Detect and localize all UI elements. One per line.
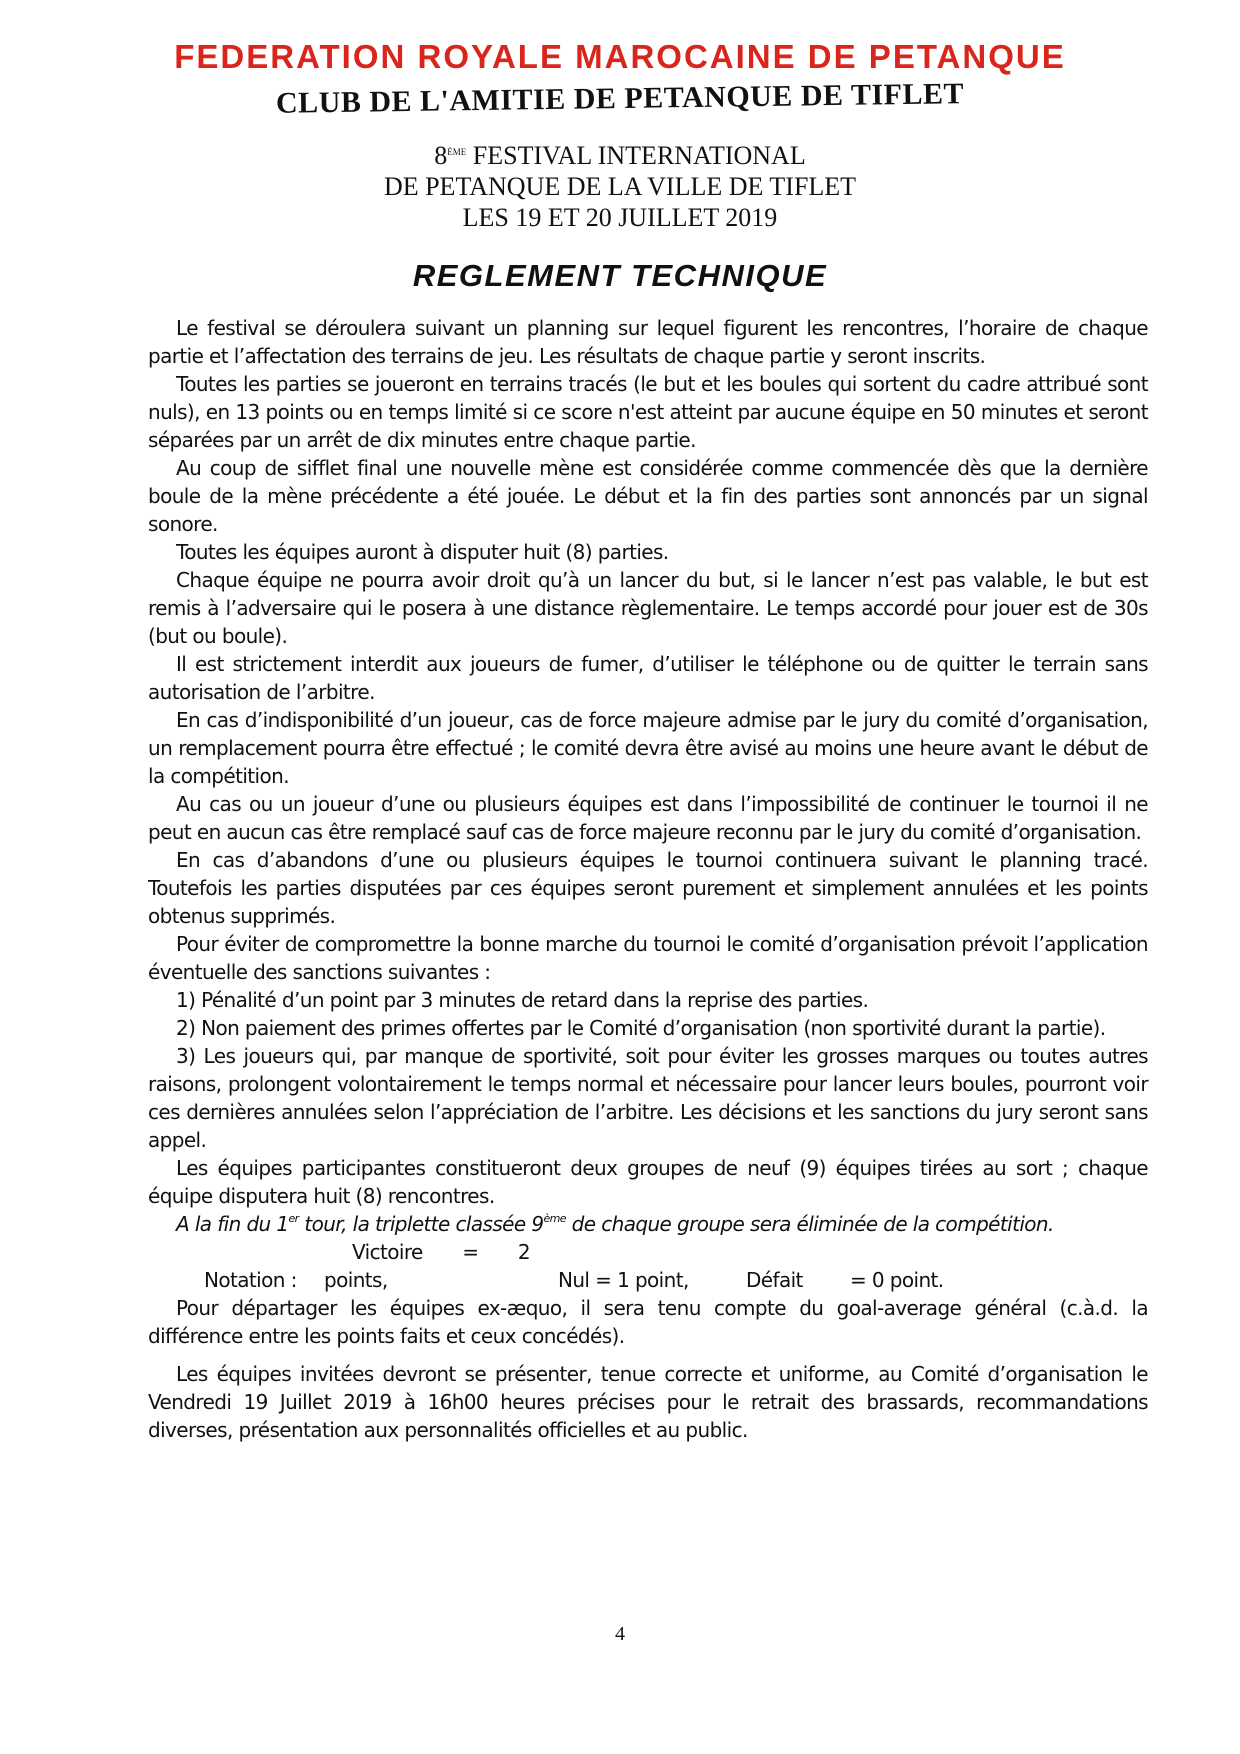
notation-defait-label: Défait bbox=[746, 1268, 803, 1292]
paragraph-groupes: Les équipes participantes constitueront deux groupes de neuf (9) équipes tirées au sort ; chaque équipe disputera huit (8) rencontres. bbox=[148, 1156, 1148, 1208]
paragraph-abandons: En cas d’abandons d’une ou plusieurs équipes le tournoi continuera suivant le planning tracé. Toutefois les parties disputées par ces équipes seront purement et simplement annulées et les points obtenus supprimés. bbox=[148, 848, 1148, 928]
paragraph-convocation: Les équipes invitées devront se présenter, tenue correcte et uniforme, au Comité d’organisation le Vendredi 19 Juillet 2019 à 16h00 heures précises pour le retrait des brassards, recommandations diverses, présentation aux personnalités officielles et au public. bbox=[148, 1362, 1148, 1442]
paragraph-interdiction: Il est strictement interdit aux joueurs de fumer, d’utiliser le téléphone ou de quitter le terrain sans autorisation de l’arbitre. bbox=[148, 652, 1148, 704]
festival-line-3: LES 19 ET 20 JUILLET 2019 bbox=[462, 203, 778, 232]
regulation-body bbox=[148, 314, 1148, 1444]
paragraph-sanctions-intro: Pour éviter de compromettre la bonne marche du tournoi le comité d’organisation prévoit l’application éventuelle des sanctions suivantes : bbox=[148, 932, 1148, 984]
paragraph-notation bbox=[148, 1238, 1148, 1294]
elimination-sup-2: ème bbox=[543, 1212, 566, 1225]
paragraph-elimination bbox=[148, 1210, 1148, 1238]
sanction-item-2: 2) Non paiement des primes offertes par le Comité d’organisation (non sportivité durant la partie). bbox=[176, 1016, 1106, 1040]
festival-heading bbox=[0, 140, 1240, 233]
festival-line-2: DE PETANQUE DE LA VILLE DE TIFLET bbox=[383, 172, 857, 201]
festival-line-1-text: FESTIVAL INTERNATIONAL bbox=[466, 141, 806, 170]
paragraph-parties: Toutes les équipes auront à disputer huit (8) parties. bbox=[176, 540, 669, 564]
paragraph-lancer: Chaque équipe ne pourra avoir droit qu’à un lancer du but, si le lancer n’est pas valable, le but est remis à l’adversaire qui le posera à une distance règlementaire. Le temps accordé pour jouer est de 30s (but ou boule). bbox=[148, 568, 1148, 648]
notation-label: Notation : bbox=[204, 1268, 297, 1292]
club-title: CLUB DE L'AMITIE DE PETANQUE DE TIFLET bbox=[275, 77, 965, 120]
notation-defait-value: = 0 point. bbox=[850, 1268, 944, 1292]
paragraph-remplacement: En cas d’indisponibilité d’un joueur, cas de force majeure admise par le jury du comité d’organisation, un remplacement pourra être effectué ; le comité devra être avisé au moins une heure avant le début de la compétition. bbox=[148, 708, 1148, 788]
festival-line-1 bbox=[0, 140, 1240, 171]
notation-victoire: Victoire = 2 points, bbox=[324, 1240, 530, 1292]
edition-number: 8 bbox=[434, 141, 448, 170]
sanction-item-3: 3) Les joueurs qui, par manque de sportivité, soit pour éviter les grosses marques ou toutes autres raisons, prolongent volontairement le temps normal et nécessaire pour lancer leurs boules, pourront voir ces dernières annulées selon l’appréciation de l’arbitre. Les décisions et les sanctions du jury seront sans appel. bbox=[148, 1044, 1148, 1152]
paragraph-planning: Le festival se déroulera suivant un planning sur lequel figurent les rencontres, l’horaire de chaque partie et l’affectation des terrains de jeu. Les résultats de chaque partie y seront inscrits. bbox=[148, 316, 1148, 368]
federation-title: FEDERATION ROYALE MAROCAINE DE PETANQUE bbox=[174, 38, 1066, 75]
edition-suffix: ème bbox=[447, 143, 467, 158]
elimination-text-a: A la fin du 1 bbox=[176, 1212, 289, 1236]
elimination-sup-1: er bbox=[288, 1212, 299, 1225]
paragraph-terrains: Toutes les parties se joueront en terrains tracés (le but et les boules qui sortent du cadre attribué sont nuls), en 13 points ou en temps limité si ce score n'est atteint par aucune équipe en 50 minutes et seront séparées par un arrêt de dix minutes entre chaque partie. bbox=[148, 372, 1148, 452]
page-number: 4 bbox=[615, 1623, 625, 1645]
section-title: REGLEMENT TECHNIQUE bbox=[412, 258, 828, 293]
notation-nul: Nul = 1 point, bbox=[558, 1268, 689, 1292]
paragraph-ex-aequo: Pour départager les équipes ex-æquo, il sera tenu compte du goal-average général (c.à.d. la différence entre les points faits et ceux concédés). bbox=[148, 1296, 1148, 1348]
elimination-text-c: de chaque groupe sera éliminée de la compétition. bbox=[565, 1212, 1054, 1236]
paragraph-sifflet: Au coup de sifflet final une nouvelle mène est considérée comme commencée dès que la dernière boule de la mène précédente a été jouée. Le début et la fin des parties sont annoncés par un signal sonore. bbox=[148, 456, 1148, 536]
sanction-item-1: 1) Pénalité d’un point par 3 minutes de retard dans la reprise des parties. bbox=[176, 988, 869, 1012]
paragraph-impossibilite: Au cas ou un joueur d’une ou plusieurs équipes est dans l’impossibilité de continuer le tournoi il ne peut en aucun cas être remplacé sauf cas de force majeure reconnu par le jury du comité d’organisation. bbox=[148, 792, 1148, 844]
elimination-text-b: tour, la triplette classée 9 bbox=[298, 1212, 544, 1236]
